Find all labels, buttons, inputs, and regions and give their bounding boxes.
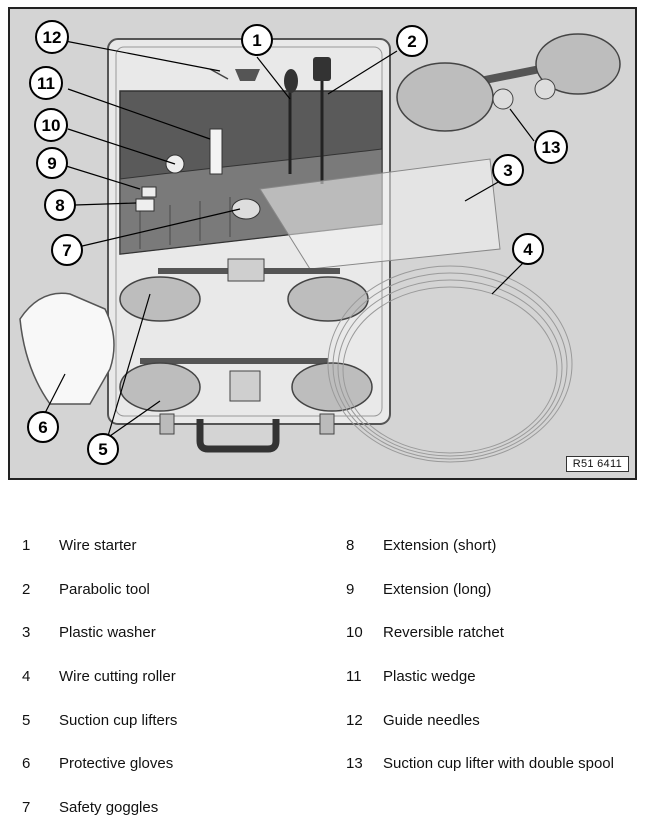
legend-number: 3: [22, 624, 31, 641]
legend-number: 10: [346, 624, 363, 641]
callout-9: [37, 148, 67, 178]
callout-6: [28, 412, 58, 442]
callout-11: [30, 67, 62, 99]
tool-kit-figure: [8, 7, 637, 480]
callout-1: [242, 25, 272, 55]
legend-label: Reversible ratchet: [383, 624, 504, 641]
svg-text:11: 11: [37, 74, 55, 93]
svg-text:5: 5: [98, 440, 108, 459]
callout-13: [535, 131, 567, 163]
legend-number: 2: [22, 581, 31, 598]
svg-text:10: 10: [41, 116, 61, 135]
legend-number: 12: [346, 712, 363, 729]
svg-text:4: 4: [523, 240, 533, 259]
callout-5: [88, 434, 118, 464]
legend-label: Suction cup lifters: [59, 712, 178, 729]
legend-number: 5: [22, 712, 31, 729]
svg-text:2: 2: [407, 32, 417, 51]
legend-number: 8: [346, 537, 355, 554]
callout-4: [513, 234, 543, 264]
figure-reference-code: R51 6411: [566, 456, 629, 472]
svg-text:7: 7: [62, 241, 72, 260]
svg-text:1: 1: [252, 31, 262, 50]
callout-12: [36, 21, 68, 53]
legend-number: 6: [22, 755, 31, 772]
svg-text:6: 6: [38, 418, 48, 437]
legend-number: 9: [346, 581, 355, 598]
legend-label: Plastic wedge: [383, 668, 476, 685]
callout-2: [397, 26, 427, 56]
svg-text:8: 8: [55, 196, 65, 215]
legend-label: Extension (short): [383, 537, 497, 554]
svg-text:12: 12: [42, 28, 62, 47]
legend-number: 4: [22, 668, 31, 685]
legend-label: Extension (long): [383, 581, 492, 598]
protective-gloves: [20, 293, 114, 404]
legend-label: Suction cup lifter with double spool: [383, 755, 614, 772]
callout-7: [52, 235, 82, 265]
legend-label: Protective gloves: [59, 755, 174, 772]
parts-legend: [0, 524, 646, 827]
callout-3: [493, 155, 523, 185]
svg-text:13: 13: [541, 138, 561, 157]
svg-text:9: 9: [47, 154, 57, 173]
legend-number: 11: [346, 668, 362, 685]
legend-label: Plastic washer: [59, 624, 156, 641]
legend-label: Safety goggles: [59, 799, 159, 816]
legend-label: Wire starter: [59, 537, 137, 554]
svg-text:3: 3: [503, 161, 513, 180]
legend-label: Parabolic tool: [59, 581, 150, 598]
callout-8: [45, 190, 75, 220]
callout-10: [35, 109, 67, 141]
double-spool-suction-lifter: [397, 34, 620, 131]
tool-kit-illustration: [10, 9, 637, 480]
legend-number: 13: [346, 755, 363, 772]
legend-number: 7: [22, 799, 31, 816]
legend-label: Wire cutting roller: [59, 668, 176, 685]
legend-label: Guide needles: [383, 712, 480, 729]
legend-number: 1: [22, 537, 31, 554]
